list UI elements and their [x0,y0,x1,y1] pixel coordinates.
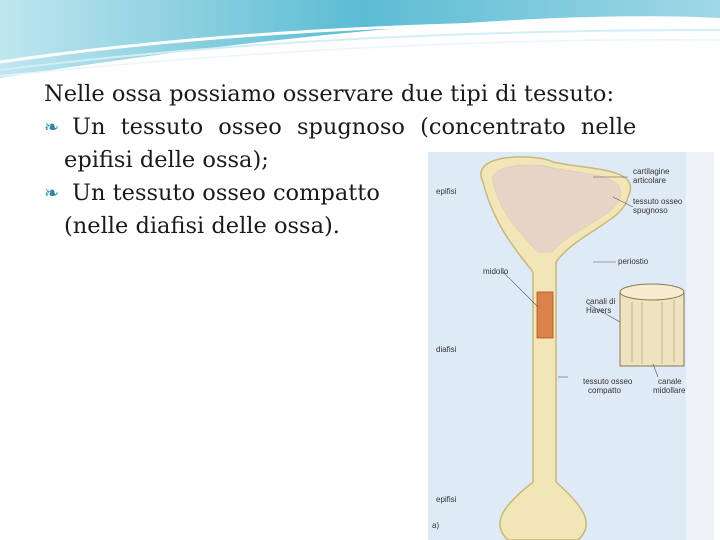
leaf-bullet-icon: ❧ [44,117,60,138]
marrow-cavity [537,292,553,338]
bullet-spugnoso [44,111,684,144]
label-compatto: tessuto osseo compatto [583,377,633,395]
bullet-2-line-1: Un tessuto osseo compatto [72,180,380,206]
leaf-bullet-icon: ❧ [44,183,60,204]
label-canale: canale midollare [653,377,686,395]
bullet-1-line-2: epifisi delle ossa); [64,147,269,173]
label-spugnoso: tessuto osseo spugnoso [633,197,683,215]
label-panel: a) [432,521,440,530]
compact-bone-section [620,284,684,366]
intro-text: Nelle ossa possiamo osservare due tipi di tessuto: [44,81,615,107]
bullet-2-line-2: (nelle diafisi delle ossa). [64,213,340,239]
header-swoosh-banner [0,0,720,90]
label-epifisi-top: epifisi [436,187,457,196]
label-havers: canali di Havers [586,297,616,315]
bone-diagram [428,152,714,540]
label-periostio: periostio [618,257,649,266]
label-diafisi: diafisi [436,345,457,354]
label-cartilagine: cartilagine articolare [633,167,670,185]
label-midollo: midollo [483,267,509,276]
label-epifisi-bottom: epifisi [436,495,457,504]
bullet-1-line-1: Un tessuto osseo spugnoso (concentrato nelle [72,114,637,140]
